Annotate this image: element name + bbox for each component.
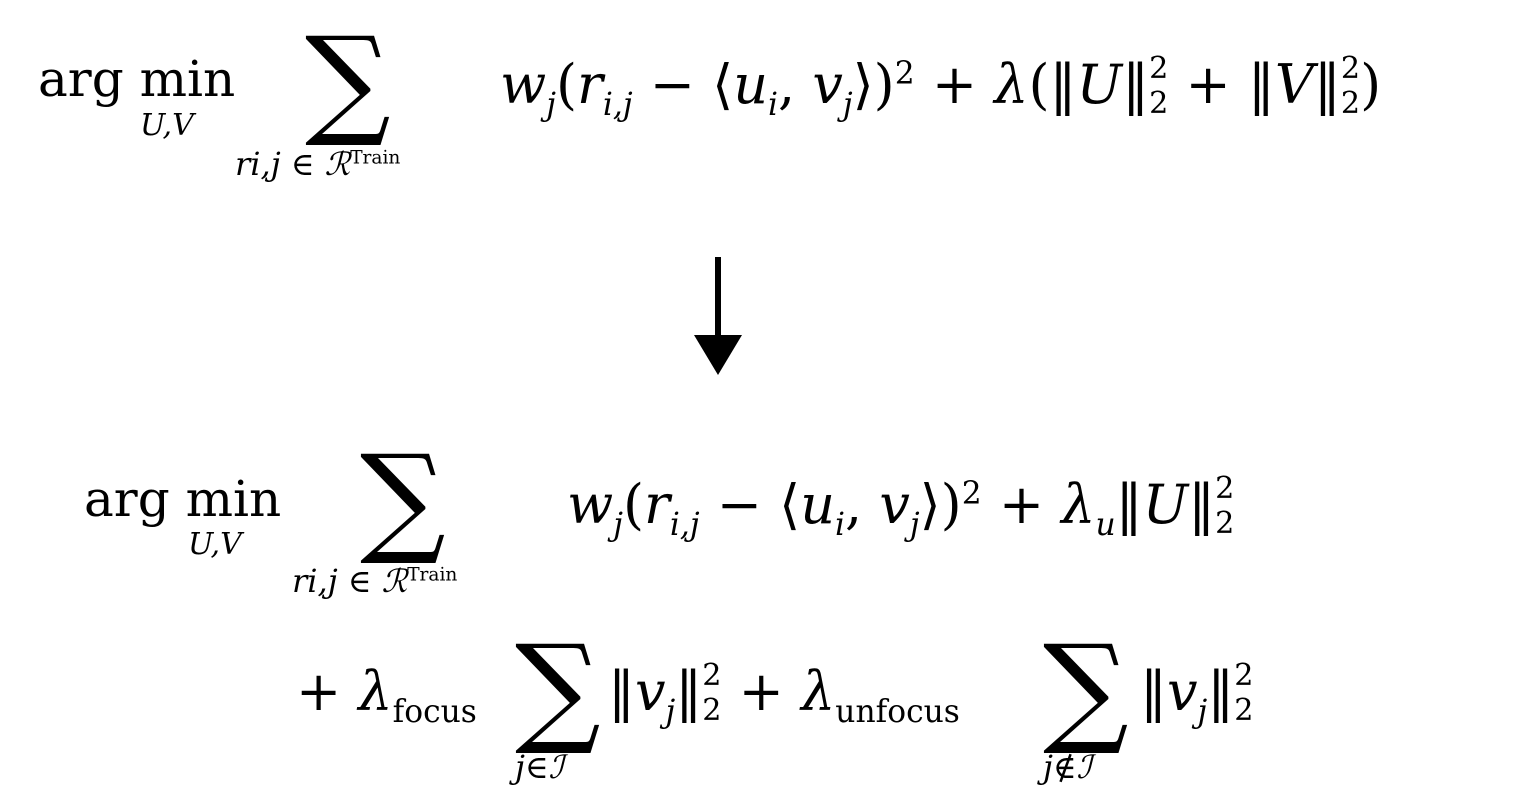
summation-symbol: ∑ — [305, 12, 391, 151]
argmin-subscript-bottom: U,V — [188, 527, 242, 562]
argmin-operator-bottom: arg min — [84, 470, 282, 528]
argmin-subscript: U,V — [140, 108, 194, 143]
unfocus-norm-term: $‖v_j‖$ 2 2 — [1140, 658, 1254, 730]
summation-focus-symbol: ∑ — [515, 620, 601, 759]
summation-symbol-bottom: ∑ — [360, 430, 446, 569]
summation-index-bottom: ri,j ∈ ℛ$^{Train}$ — [292, 562, 458, 600]
summation-index: ri,j ∈ ℛ$^{Train}$ — [235, 145, 401, 183]
objective-body-line1: $w_j(r_{i,j}$ − $⟨u_i$, $v_j⟩)^2$ + $\lambda_u‖U‖$ 2 2 — [567, 471, 1235, 543]
objective-body: $w_j(r_{i,j}$ − $⟨u_i$, $v_j⟩)^2$ + λ(‖U‖ 2 2 + ‖V‖ 2 2) — [500, 51, 1382, 123]
summation-unfocus-symbol: ∑ — [1043, 620, 1129, 759]
arrow-down-icon — [688, 255, 748, 385]
argmin-operator: arg min — [38, 50, 236, 108]
focus-norm-term: $‖v_j‖$ 2 $2 + \lambda_{unfocus}$ — [608, 658, 960, 730]
summation-unfocus-index: j∉ℐ — [1043, 748, 1092, 786]
regularizer-focus: + $\lambda_{focus}$ — [296, 660, 477, 730]
summation-focus-index: j∈ℐ — [515, 748, 564, 786]
